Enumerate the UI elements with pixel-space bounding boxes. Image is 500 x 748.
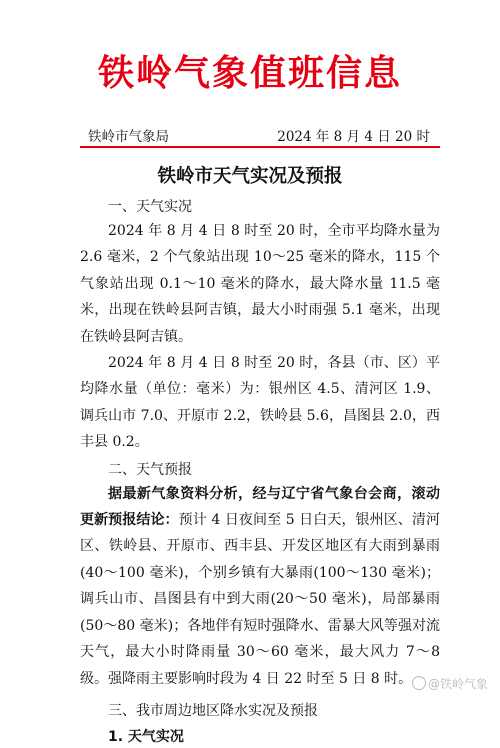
- issuer-label: 铁岭市气象局: [88, 129, 169, 145]
- red-divider: [80, 146, 440, 148]
- masthead-title: 铁岭气象值班信息: [97, 53, 402, 94]
- issue-datetime: 2024 年 8 月 4 日 20 时: [277, 129, 430, 145]
- section-heading-observations: 一、天气实况: [108, 199, 192, 215]
- observation-paragraph-1: 2024 年 8 月 4 日 8 时至 20 时，全市平均降水量为 2.6 毫米，2 个气象站出现 10～25 毫米的降水，115 个气象站出现 0.1～10 毫米的降水，最大降水量 11.5 毫米，出现在铁岭县阿吉镇，最大小时雨强 5.1 毫米，出现在铁岭县阿吉镇。: [80, 223, 440, 345]
- forecast-lead: 据最新气象资料分析，经与辽宁省气象台会商，滚动更新预报结论：: [80, 485, 440, 529]
- section-heading-surrounding: 三、我市周边地区降水实况及预报: [108, 702, 318, 719]
- watermark-text: @铁岭气象: [427, 677, 488, 691]
- subsection-heading-observations: 1. 天气实况: [108, 728, 184, 745]
- weibo-watermark: [412, 675, 488, 692]
- forecast-body: 预计 4 日夜间至 5 日白天，银州区、清河区、铁岭县、开原市、西丰县、开发区地区有大雨到暴雨(40～100 毫米)，个别乡镇有大暴雨(100～130 毫米)；调兵山市、昌图县有中到大雨(20～50 毫米)，局部暴雨(50～80 毫米)；各地伴有短时强降水、雷暴大风等强对流天气，最大小时降雨量 30～60 毫米，最大风力 7～8 级。强降雨主要影响时段为 4 日 22 时至 5 日 8 时。: [80, 512, 440, 687]
- weibo-icon: [412, 676, 426, 690]
- observation-paragraph-2: 2024 年 8 月 4 日 8 时至 20 时，各县（市、区）平均降水量（单位：毫米）为：银州区 4.5、清河区 1.9、调兵山市 7.0、开原市 2.2，铁岭县 5.6，昌图县 2.0，西丰县 0.2。: [80, 355, 440, 451]
- forecast-paragraph: [80, 481, 440, 692]
- document-body: [80, 196, 440, 748]
- document-title: 铁岭市天气实况及预报: [157, 166, 343, 187]
- section-heading-forecast: 二、天气预报: [108, 461, 192, 478]
